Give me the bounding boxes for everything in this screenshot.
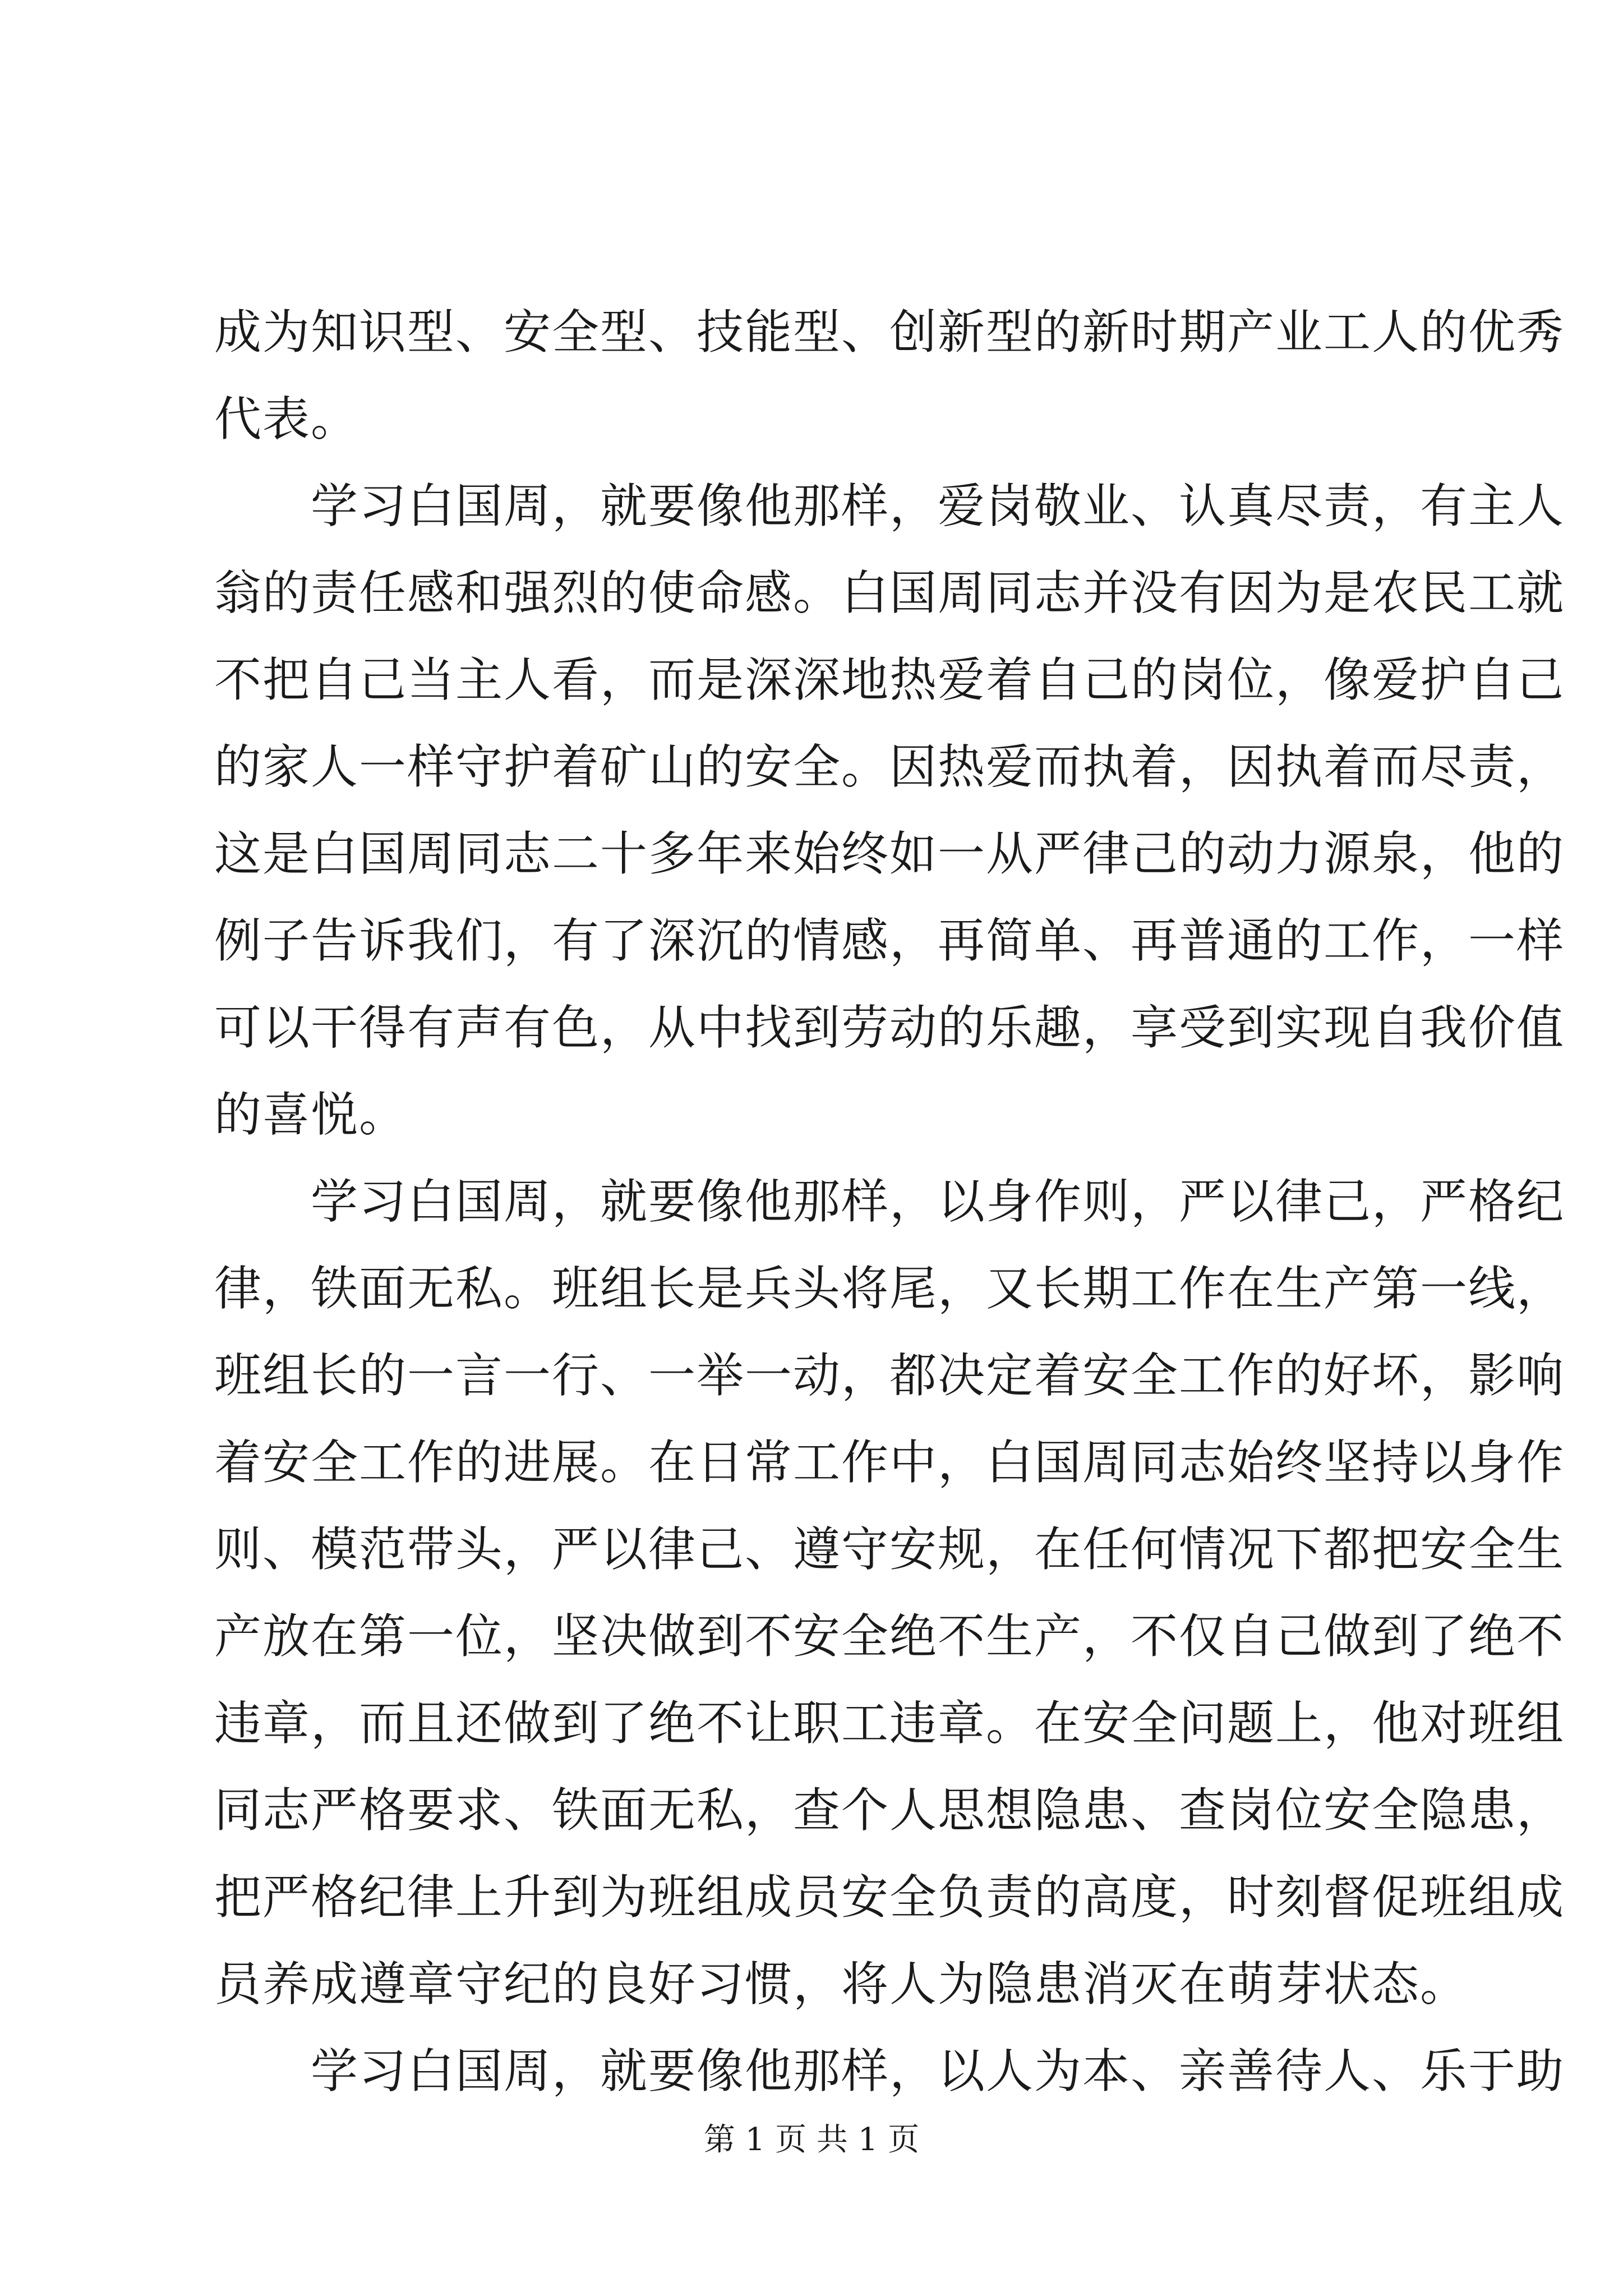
page-number-footer: 第 1 页 共 1 页 xyxy=(703,2122,920,2158)
text-line: 学习白国周，就要像他那样，爱岗敬业、认真尽责，有主人 xyxy=(214,478,1565,533)
text-line: 律，铁面无私。班组长是兵头将尾，又长期工作在生产第一线， xyxy=(214,1261,1565,1316)
text-line: 着安全工作的进展。在日常工作中，白国周同志始终坚持以身作 xyxy=(214,1435,1565,1490)
text-line: 例子告诉我们，有了深沉的情感，再简单、再普通的工作，一样 xyxy=(214,913,1565,968)
document-body xyxy=(214,289,1565,2115)
text-line: 班组长的一言一行、一举一动，都决定着安全工作的好坏，影响 xyxy=(214,1348,1565,1403)
text-line: 同志严格要求、铁面无私，查个人思想隐患、查岗位安全隐患， xyxy=(214,1783,1565,1838)
text-line: 不把自己当主人看，而是深深地热爱着自己的岗位，像爱护自己 xyxy=(214,652,1565,707)
text-line: 代表。 xyxy=(214,392,359,447)
text-line: 员养成遵章守纪的良好习惯，将人为隐患消灭在萌芽状态。 xyxy=(214,1957,1469,2012)
text-line: 产放在第一位，坚决做到不安全绝不生产，不仅自己做到了绝不 xyxy=(214,1609,1565,1664)
text-line: 把严格纪律上升到为班组成员安全负责的高度，时刻督促班组成 xyxy=(214,1870,1565,1925)
text-line: 可以干得有声有色，从中找到劳动的乐趣，享受到实现自我价值 xyxy=(214,1000,1565,1055)
text-line: 这是白国周同志二十多年来始终如一从严律己的动力源泉，他的 xyxy=(214,826,1565,881)
text-line: 的家人一样守护着矿山的安全。因热爱而执着，因执着而尽责， xyxy=(214,739,1565,794)
text-line: 成为知识型、安全型、技能型、创新型的新时期产业工人的优秀 xyxy=(214,305,1565,360)
text-line: 违章，而且还做到了绝不让职工违章。在安全问题上，他对班组 xyxy=(214,1696,1565,1751)
text-line: 学习白国周，就要像他那样，以身作则，严以律己，严格纪 xyxy=(214,1174,1565,1229)
text-line: 学习白国周，就要像他那样，以人为本、亲善待人、乐于助 xyxy=(214,2044,1565,2099)
text-line: 则、模范带头，严以律己、遵守安规，在任何情况下都把安全生 xyxy=(214,1522,1565,1577)
text-line: 翁的责任感和强烈的使命感。白国周同志并没有因为是农民工就 xyxy=(214,565,1565,620)
text-line: 的喜悦。 xyxy=(214,1087,408,1142)
